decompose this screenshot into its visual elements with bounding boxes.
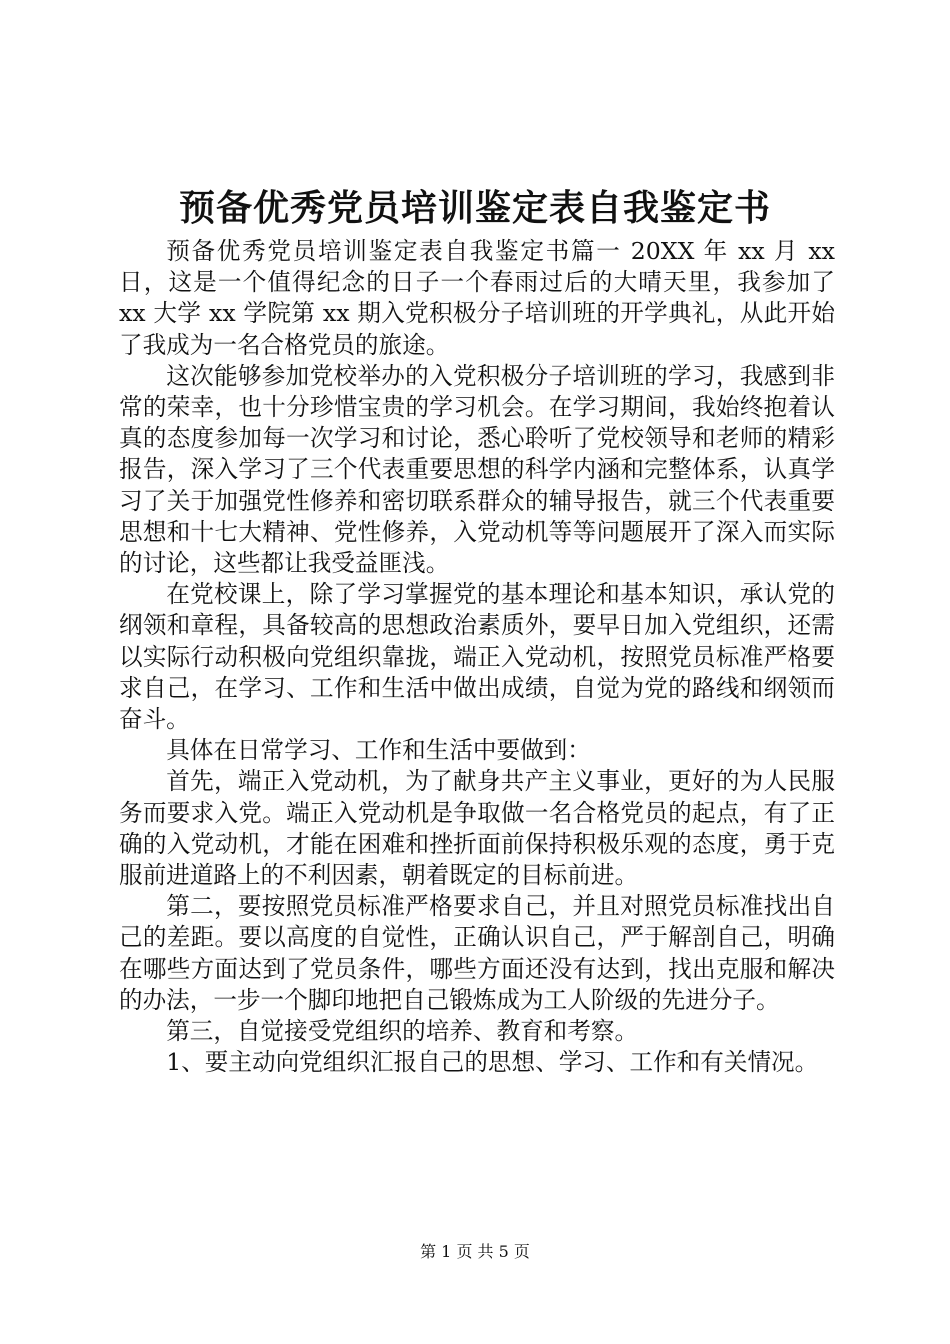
paragraph-2: 这次能够参加党校举办的入党积极分子培训班的学习，我感到非常的荣幸，也十分珍惜宝贵的学习机会。在学习期间，我始终抱着认真的态度参加每一次学习和讨论，悉心聆听了党校领导和老师的精彩报告，深入学习了三个代表重要思想的科学内涵和完整体系，认真学习了关于加强党性修养和密切联系群众的辅导报告，就三个代表重要思想和十七大精神、党性修养，入党动机等等问题展开了深入而实际的讨论，这些都让我受益匪浅。 (119, 361, 835, 578)
paragraph-7: 第三，自觉接受党组织的培养、教育和考察。 (166, 1017, 639, 1046)
paragraph-3: 在党校课上，除了学习掌握党的基本理论和基本知识，承认党的纲领和章程，具备较高的思想政治素质外，要早日加入党组织，还需以实际行动积极向党组织靠拢，端正入党动机，按照党员标准严格要求自己，在学习、工作和生活中做出成绩，自觉为党的路线和纲领而奋斗。 (119, 580, 835, 734)
paragraph-8: 1、要主动向党组织汇报自己的思想、学习、工作和有关情况。 (166, 1048, 819, 1077)
paragraph-5: 首先，端正入党动机，为了献身共产主义事业，更好的为人民服务而要求入党。端正入党动机是争取做一名合格党员的起点，有了正确的入党动机，才能在困难和挫折面前保持积极乐观的态度，勇于克服前进道路上的不利因素，朝着既定的目标前进。 (119, 767, 835, 890)
paragraph-6: 第二，要按照党员标准严格要求自己，并且对照党员标准找出自己的差距。要以高度的自觉性，正确认识自己，严于解剖自己，明确在哪些方面达到了党员条件，哪些方面还没有达到，找出克服和解决的办法，一步一个脚印地把自己锻炼成为工人阶级的先进分子。 (119, 892, 835, 1014)
document-body (119, 236, 835, 1078)
page-number-footer: 第 1 页 共 5 页 (420, 1242, 530, 1261)
paragraph-1: 预备优秀党员培训鉴定表自我鉴定书篇一 20XX 年 xx 月 xx 日，这是一个值得纪念的日子一个春雨过后的大晴天里，我参加了 xx 大学 xx 学院第 xx 期入党积极分子培训班的开学典礼，从此开始了我成为一名合格党员的旅途。 (119, 237, 835, 359)
document-title: 预备优秀党员培训鉴定表自我鉴定书 (178, 187, 771, 229)
paragraph-4: 具体在日常学习、工作和生活中要做到： (166, 736, 591, 765)
